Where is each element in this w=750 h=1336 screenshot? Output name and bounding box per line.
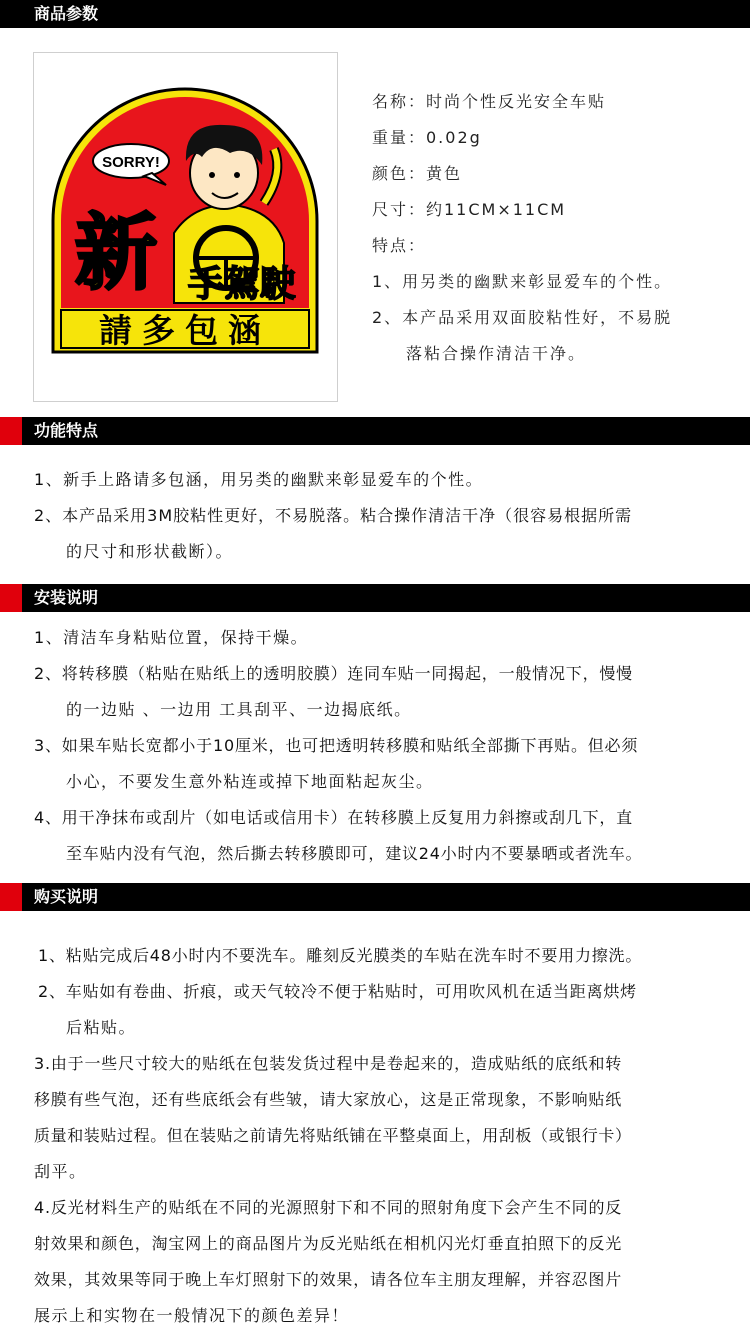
section-header-params — [0, 0, 750, 28]
purchase-line: 展示上和实物在一般情况下的颜色差异！ — [34, 1306, 350, 1325]
install-line: 1、清洁车身粘贴位置，保持干燥。 — [34, 628, 309, 647]
param-feature-1: 1、用另类的幽默来彰显爱车的个性。 — [372, 272, 673, 291]
section-header-install — [0, 584, 750, 612]
purchase-line: 1、粘贴完成后48小时内不要洗车。雕刻反光膜类的车贴在洗车时不要用力擦洗。 — [38, 946, 643, 965]
section-title: 功能特点 — [34, 421, 99, 440]
param-features-label: 特点： — [372, 236, 427, 255]
features-line: 的尺寸和形状截断）。 — [66, 542, 234, 561]
purchase-line: 效果，其效果等同于晚上车灯照射下的效果，请各位车主朋友理解，并容忍图片 — [34, 1270, 623, 1289]
param-feature-2: 2、本产品采用双面胶粘性好，不易脱 — [372, 308, 673, 327]
features-line: 2、本产品采用3M胶粘性更好，不易脱落。粘合操作清洁干净（很容易根据所需 — [34, 506, 633, 525]
section-title: 安装说明 — [34, 588, 99, 607]
install-line: 至车贴内没有气泡，然后撕去转移膜即可，建议24小时内不要暴晒或者洗车。 — [66, 844, 643, 863]
purchase-line: 移膜有些气泡，还有些底纸会有些皱，请大家放心，这是正常现象，不影响贴纸 — [34, 1090, 623, 1109]
install-line: 3、如果车贴长宽都小于10厘米，也可把透明转移膜和贴纸全部撕下再贴。但必须 — [34, 736, 639, 755]
section-accent — [0, 584, 22, 612]
features-line: 1、新手上路请多包涵，用另类的幽默来彰显爱车的个性。 — [34, 470, 484, 489]
product-image-frame — [33, 52, 338, 402]
section-header-purchase — [0, 883, 750, 911]
purchase-line: 3.由于一些尺寸较大的贴纸在包装发货过程中是卷起来的，造成贴纸的底纸和转 — [34, 1054, 623, 1073]
param-weight: 重量：0.02g — [372, 128, 482, 147]
product-params — [372, 84, 742, 372]
install-line: 2、将转移膜（粘贴在贴纸上的透明胶膜）连同车贴一同揭起，一般情况下，慢慢 — [34, 664, 633, 683]
section-title: 购买说明 — [34, 887, 99, 906]
sticker-bottom-text: 請多包涵 — [99, 311, 271, 350]
purchase-line: 后粘贴。 — [66, 1018, 137, 1037]
features-text — [34, 462, 744, 570]
param-name: 名称：时尚个性反光安全车贴 — [372, 92, 607, 111]
install-text — [34, 620, 744, 872]
param-size: 尺寸：约11CM×11CM — [372, 200, 567, 219]
section-accent — [0, 417, 22, 445]
purchase-text — [34, 938, 744, 1334]
install-line: 的一边贴 、一边用 工具刮平、一边揭底纸。 — [66, 700, 412, 719]
sticker-big-char: 新 — [74, 206, 158, 301]
param-feature-2-cont: 落粘合操作清洁干净。 — [406, 344, 587, 363]
sticker-bubble-text: SORRY! — [102, 154, 160, 171]
param-color: 颜色：黄色 — [372, 164, 463, 183]
purchase-line: 刮平。 — [34, 1162, 87, 1181]
section-header-features — [0, 417, 750, 445]
install-line: 4、用干净抹布或刮片（如电话或信用卡）在转移膜上反复用力斜擦或刮几下，直 — [34, 808, 633, 827]
section-accent — [0, 883, 22, 911]
install-line: 小心，不要发生意外粘连或掉下地面粘起灰尘。 — [66, 772, 434, 791]
sticker-image — [34, 53, 337, 401]
purchase-line: 4.反光材料生产的贴纸在不同的光源照射下和不同的照射角度下会产生不同的反 — [34, 1198, 623, 1217]
section-title: 商品参数 — [34, 4, 99, 23]
purchase-line: 2、车贴如有卷曲、折痕，或天气较冷不便于粘贴时，可用吹风机在适当距离烘烤 — [38, 982, 637, 1001]
sticker-line2: 手駕駛 — [187, 264, 297, 305]
purchase-line: 质量和装贴过程。但在装贴之前请先将贴纸铺在平整桌面上，用刮板（或银行卡） — [34, 1126, 632, 1145]
purchase-line: 射效果和颜色，淘宝网上的商品图片为反光贴纸在相机闪光灯垂直拍照下的反光 — [34, 1234, 623, 1253]
